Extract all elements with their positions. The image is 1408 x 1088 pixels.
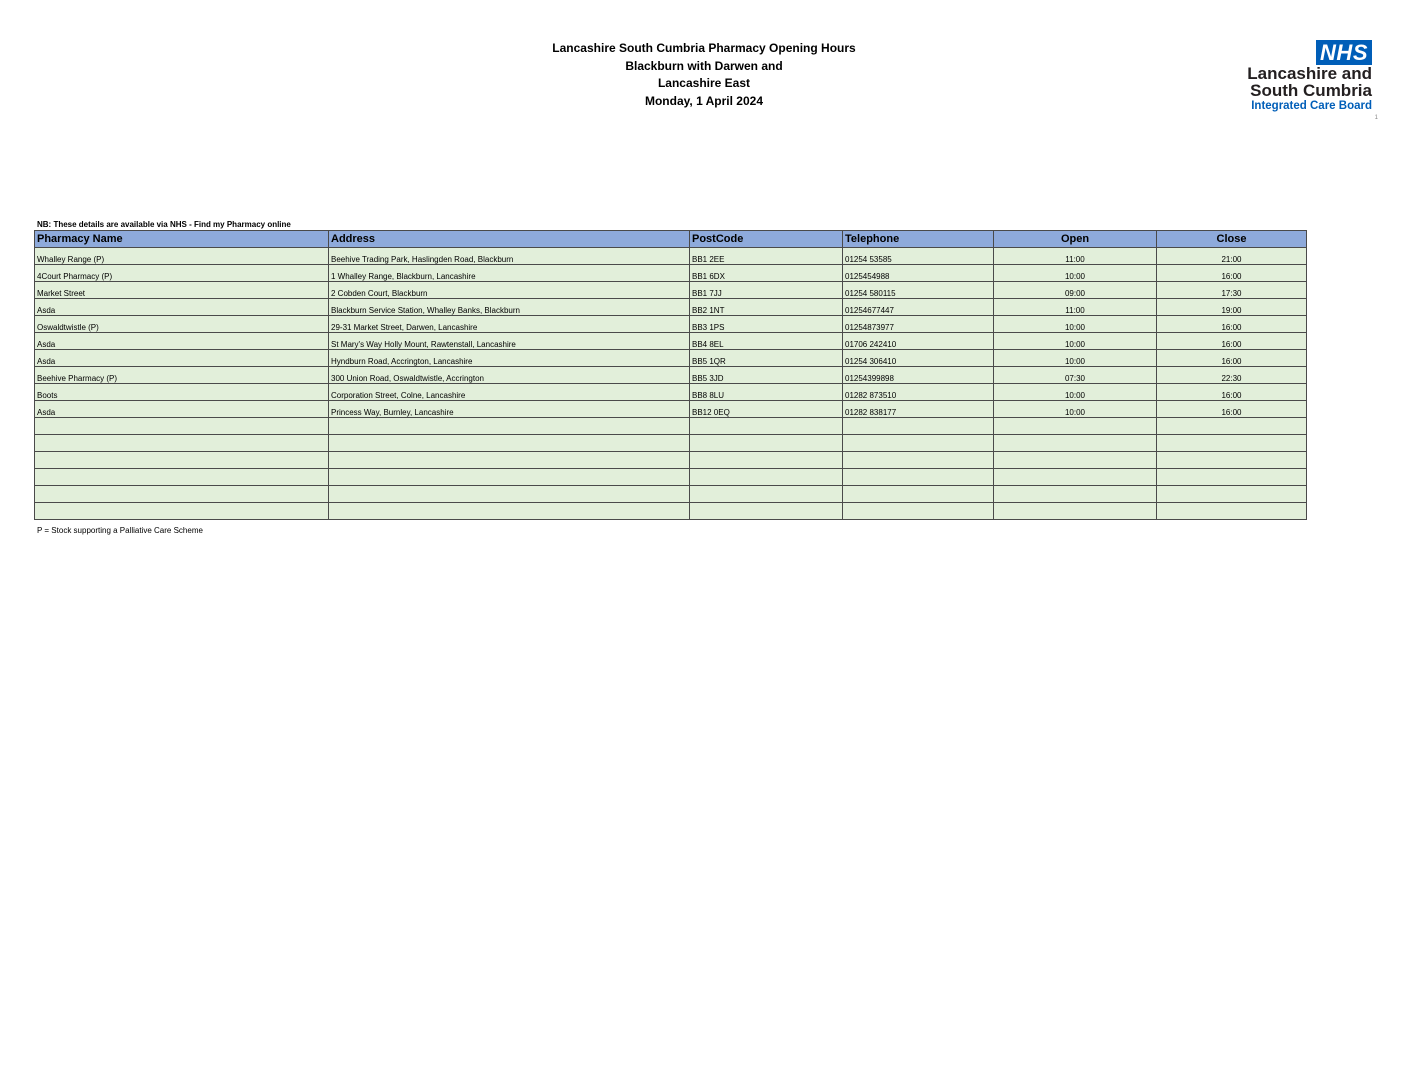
- table-cell: [994, 418, 1157, 435]
- table-cell: BB5 1QR: [690, 350, 843, 367]
- table-cell: 4Court Pharmacy (P): [35, 265, 329, 282]
- table-cell: 19:00: [1157, 299, 1307, 316]
- table-cell: [1157, 469, 1307, 486]
- column-header: Pharmacy Name: [35, 231, 329, 248]
- table-cell: [690, 486, 843, 503]
- table-cell: Asda: [35, 333, 329, 350]
- table-cell: [1157, 503, 1307, 520]
- table-cell: 10:00: [994, 316, 1157, 333]
- title-date: Monday, 1 April 2024: [644, 93, 764, 108]
- table-cell: Blackburn Service Station, Whalley Banks, Blackburn: [329, 299, 690, 316]
- pharmacy-table: [34, 230, 1307, 520]
- table-cell: 1 Whalley Range, Blackburn, Lancashire: [329, 265, 690, 282]
- table-cell: 29-31 Market Street, Darwen, Lancashire: [329, 316, 690, 333]
- title-line-1: Lancashire South Cumbria Pharmacy Opening Hours: [552, 41, 856, 55]
- table-cell: [994, 452, 1157, 469]
- table-cell: Market Street: [35, 282, 329, 299]
- table-cell: [994, 435, 1157, 452]
- table-cell: 17:30: [1157, 282, 1307, 299]
- table-cell: BB5 3JD: [690, 367, 843, 384]
- table-cell: 16:00: [1157, 316, 1307, 333]
- table-cell: 01254 53585: [843, 248, 994, 265]
- table-cell: BB1 7JJ: [690, 282, 843, 299]
- table-cell: [843, 418, 994, 435]
- table-cell: [35, 486, 329, 503]
- table-cell: [690, 469, 843, 486]
- table-cell: 2 Cobden Court, Blackburn: [329, 282, 690, 299]
- table-cell: [843, 503, 994, 520]
- table-row: [35, 282, 1307, 299]
- table-cell: 10:00: [994, 401, 1157, 418]
- table-cell: 01706 242410: [843, 333, 994, 350]
- table-cell: [1157, 452, 1307, 469]
- table-row: [35, 265, 1307, 282]
- table-cell: [329, 452, 690, 469]
- table-row: [35, 384, 1307, 401]
- table-row: [35, 350, 1307, 367]
- table-row: [35, 248, 1307, 265]
- table-cell: BB4 8EL: [690, 333, 843, 350]
- table-cell: [329, 469, 690, 486]
- table-row: [35, 503, 1307, 520]
- table-cell: Beehive Pharmacy (P): [35, 367, 329, 384]
- table-cell: BB8 8LU: [690, 384, 843, 401]
- table-cell: [994, 486, 1157, 503]
- table-cell: St Mary's Way Holly Mount, Rawtenstall, Lancashire: [329, 333, 690, 350]
- table-cell: [843, 469, 994, 486]
- table-cell: [35, 435, 329, 452]
- table-cell: [35, 418, 329, 435]
- table-cell: [35, 452, 329, 469]
- table-cell: BB12 0EQ: [690, 401, 843, 418]
- title-line-3: Lancashire East: [657, 76, 751, 90]
- table-cell: 21:00: [1157, 248, 1307, 265]
- table-cell: 01254 306410: [843, 350, 994, 367]
- page-mark: 1: [1374, 115, 1378, 121]
- table-header-row: [35, 231, 1307, 248]
- table-cell: 01254677447: [843, 299, 994, 316]
- table-cell: Oswaldtwistle (P): [35, 316, 329, 333]
- table-cell: 300 Union Road, Oswaldtwistle, Accrington: [329, 367, 690, 384]
- table-cell: [329, 503, 690, 520]
- table-cell: 10:00: [994, 265, 1157, 282]
- table-cell: 11:00: [994, 248, 1157, 265]
- table-cell: 11:00: [994, 299, 1157, 316]
- nhs-logo: [1228, 40, 1380, 121]
- table-cell: Whalley Range (P): [35, 248, 329, 265]
- table-cell: BB3 1PS: [690, 316, 843, 333]
- table-cell: 09:00: [994, 282, 1157, 299]
- table-row: [35, 435, 1307, 452]
- table-cell: 10:00: [994, 333, 1157, 350]
- column-header: Telephone: [843, 231, 994, 248]
- table-cell: [994, 503, 1157, 520]
- table-cell: [843, 452, 994, 469]
- table-cell: 01282 838177: [843, 401, 994, 418]
- table-cell: 16:00: [1157, 350, 1307, 367]
- table-row: [35, 367, 1307, 384]
- nhs-badge-icon: NHS: [1316, 40, 1372, 65]
- logo-line-2: South Cumbria: [1250, 81, 1372, 100]
- table-cell: BB2 1NT: [690, 299, 843, 316]
- column-header: PostCode: [690, 231, 843, 248]
- column-header: Close: [1157, 231, 1307, 248]
- table-cell: Hyndburn Road, Accrington, Lancashire: [329, 350, 690, 367]
- table-row: [35, 299, 1307, 316]
- availability-note: NB: These details are available via NHS - Find my Pharmacy online: [37, 220, 291, 229]
- footnote: P = Stock supporting a Palliative Care Scheme: [37, 526, 203, 535]
- table-cell: [1157, 435, 1307, 452]
- table-row: [35, 333, 1307, 350]
- table-cell: [35, 469, 329, 486]
- table-cell: [329, 486, 690, 503]
- table-cell: [690, 418, 843, 435]
- table-cell: BB1 2EE: [690, 248, 843, 265]
- table-cell: Asda: [35, 299, 329, 316]
- table-cell: [1157, 486, 1307, 503]
- table-cell: 22:30: [1157, 367, 1307, 384]
- table-cell: Asda: [35, 350, 329, 367]
- table-cell: BB1 6DX: [690, 265, 843, 282]
- table-cell: 10:00: [994, 384, 1157, 401]
- table-cell: [690, 435, 843, 452]
- table-cell: [690, 503, 843, 520]
- table-cell: [35, 503, 329, 520]
- table-cell: Beehive Trading Park, Haslingden Road, Blackburn: [329, 248, 690, 265]
- table-cell: [329, 435, 690, 452]
- table-cell: [690, 452, 843, 469]
- table-row: [35, 316, 1307, 333]
- column-header: Open: [994, 231, 1157, 248]
- table-cell: [1157, 418, 1307, 435]
- table-cell: Corporation Street, Colne, Lancashire: [329, 384, 690, 401]
- table-cell: 16:00: [1157, 384, 1307, 401]
- table-body: [35, 248, 1307, 520]
- table-cell: 16:00: [1157, 333, 1307, 350]
- table-row: [35, 486, 1307, 503]
- table-cell: 01254399898: [843, 367, 994, 384]
- table-cell: 16:00: [1157, 265, 1307, 282]
- title-line-2: Blackburn with Darwen and: [625, 58, 783, 73]
- table-row: [35, 469, 1307, 486]
- table-cell: Boots: [35, 384, 329, 401]
- table-cell: Asda: [35, 401, 329, 418]
- table-cell: 10:00: [994, 350, 1157, 367]
- table-cell: 07:30: [994, 367, 1157, 384]
- table-cell: 01282 873510: [843, 384, 994, 401]
- table-row: [35, 401, 1307, 418]
- table-cell: Princess Way, Burnley, Lancashire: [329, 401, 690, 418]
- logo-line-1: Lancashire and: [1247, 64, 1372, 83]
- document-title: [404, 40, 1004, 110]
- column-header: Address: [329, 231, 690, 248]
- table-cell: [994, 469, 1157, 486]
- table-cell: [329, 418, 690, 435]
- table-cell: 01254873977: [843, 316, 994, 333]
- table-row: [35, 418, 1307, 435]
- table-cell: 16:00: [1157, 401, 1307, 418]
- table-cell: 01254 580115: [843, 282, 994, 299]
- table-cell: [843, 486, 994, 503]
- table-row: [35, 452, 1307, 469]
- table-cell: 0125454988: [843, 265, 994, 282]
- table-cell: [843, 435, 994, 452]
- logo-line-3: Integrated Care Board: [1251, 100, 1372, 112]
